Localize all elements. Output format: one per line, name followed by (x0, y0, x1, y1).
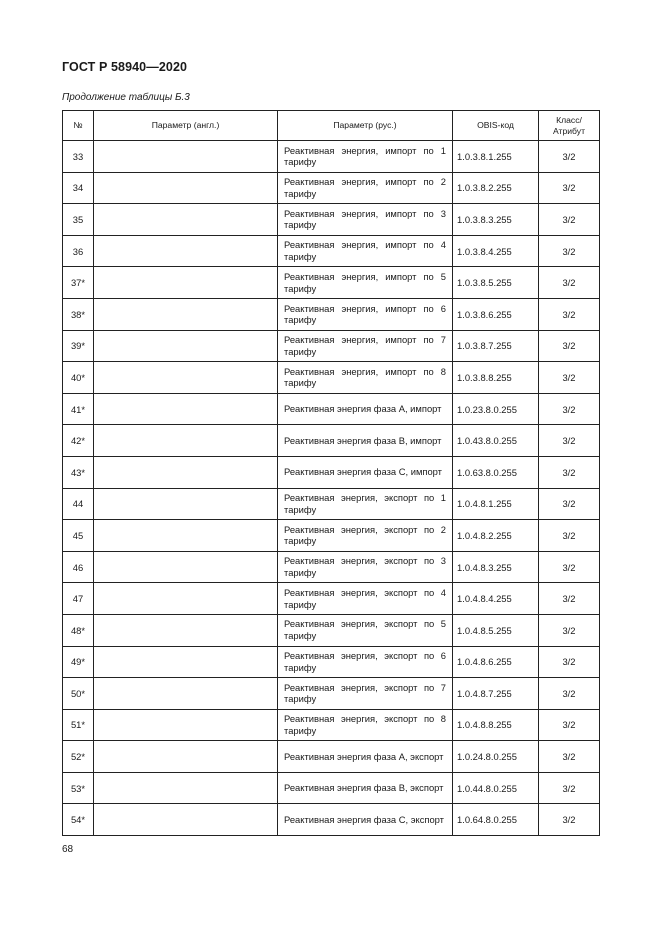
cell-param-ru: Реактивная энергия, импорт по 7 тарифу (278, 330, 453, 362)
cell-obis-code: 1.0.3.8.5.255 (453, 267, 539, 299)
table-row (63, 267, 600, 299)
cell-number: 33 (63, 141, 94, 173)
cell-class-attribute: 3/2 (539, 772, 600, 804)
table-row (63, 298, 600, 330)
cell-obis-code: 1.0.3.8.7.255 (453, 330, 539, 362)
cell-param-en (94, 646, 278, 678)
cell-param-en (94, 772, 278, 804)
cell-number: 53* (63, 772, 94, 804)
cell-class-attribute: 3/2 (539, 235, 600, 267)
cell-number: 41* (63, 393, 94, 425)
cell-number: 36 (63, 235, 94, 267)
cell-number: 44 (63, 488, 94, 520)
cell-param-en (94, 804, 278, 836)
cell-obis-code: 1.0.44.8.0.255 (453, 772, 539, 804)
cell-class-attribute: 3/2 (539, 298, 600, 330)
cell-number: 47 (63, 583, 94, 615)
cell-class-attribute: 3/2 (539, 456, 600, 488)
cell-param-ru: Реактивная энергия, импорт по 2 тарифу (278, 172, 453, 204)
cell-number: 45 (63, 520, 94, 552)
cell-param-en (94, 267, 278, 299)
cell-obis-code: 1.0.24.8.0.255 (453, 741, 539, 773)
cell-param-en (94, 204, 278, 236)
cell-obis-code: 1.0.4.8.6.255 (453, 646, 539, 678)
cell-obis-code: 1.0.4.8.4.255 (453, 583, 539, 615)
cell-class-attribute: 3/2 (539, 804, 600, 836)
cell-obis-code: 1.0.3.8.8.255 (453, 362, 539, 394)
cell-class-attribute: 3/2 (539, 551, 600, 583)
cell-param-ru: Реактивная энергия фаза С, импорт (278, 456, 453, 488)
cell-number: 34 (63, 172, 94, 204)
table-row (63, 709, 600, 741)
cell-param-ru: Реактивная энергия, импорт по 8 тарифу (278, 362, 453, 394)
cell-number: 35 (63, 204, 94, 236)
cell-class-attribute: 3/2 (539, 741, 600, 773)
cell-obis-code: 1.0.63.8.0.255 (453, 456, 539, 488)
cell-param-ru: Реактивная энергия фаза В, экспорт (278, 772, 453, 804)
header-param-en: Параметр (англ.) (94, 111, 278, 141)
cell-number: 43* (63, 456, 94, 488)
cell-number: 40* (63, 362, 94, 394)
cell-param-ru: Реактивная энергия фаза А, импорт (278, 393, 453, 425)
table-caption: Продолжение таблицы Б.3 (62, 92, 190, 103)
cell-param-en (94, 741, 278, 773)
cell-param-ru: Реактивная энергия, импорт по 5 тарифу (278, 267, 453, 299)
cell-param-ru: Реактивная энергия, экспорт по 8 тарифу (278, 709, 453, 741)
header-obis: OBIS-код (453, 111, 539, 141)
cell-class-attribute: 3/2 (539, 330, 600, 362)
cell-param-en (94, 551, 278, 583)
cell-param-en (94, 583, 278, 615)
cell-param-ru: Реактивная энергия фаза А, экспорт (278, 741, 453, 773)
cell-obis-code: 1.0.3.8.3.255 (453, 204, 539, 236)
cell-number: 49* (63, 646, 94, 678)
cell-param-en (94, 330, 278, 362)
cell-param-ru: Реактивная энергия, импорт по 4 тарифу (278, 235, 453, 267)
cell-number: 51* (63, 709, 94, 741)
cell-class-attribute: 3/2 (539, 583, 600, 615)
cell-param-ru: Реактивная энергия, экспорт по 3 тарифу (278, 551, 453, 583)
table-body (63, 141, 600, 836)
table-row (63, 393, 600, 425)
cell-param-ru: Реактивная энергия, экспорт по 4 тарифу (278, 583, 453, 615)
cell-obis-code: 1.0.4.8.3.255 (453, 551, 539, 583)
table-row (63, 488, 600, 520)
cell-param-en (94, 709, 278, 741)
cell-param-en (94, 678, 278, 710)
cell-param-en (94, 425, 278, 457)
cell-class-attribute: 3/2 (539, 141, 600, 173)
cell-param-en (94, 298, 278, 330)
cell-param-en (94, 141, 278, 173)
header-param-ru: Параметр (рус.) (278, 111, 453, 141)
cell-param-ru: Реактивная энергия, экспорт по 2 тарифу (278, 520, 453, 552)
cell-param-ru: Реактивная энергия, импорт по 6 тарифу (278, 298, 453, 330)
cell-class-attribute: 3/2 (539, 709, 600, 741)
cell-class-attribute: 3/2 (539, 678, 600, 710)
cell-param-en (94, 520, 278, 552)
table-row (63, 330, 600, 362)
cell-class-attribute: 3/2 (539, 172, 600, 204)
cell-param-ru: Реактивная энергия, экспорт по 1 тарифу (278, 488, 453, 520)
cell-obis-code: 1.0.4.8.7.255 (453, 678, 539, 710)
cell-class-attribute: 3/2 (539, 614, 600, 646)
table-row (63, 804, 600, 836)
cell-param-en (94, 393, 278, 425)
table-row (63, 646, 600, 678)
parameters-table (62, 110, 600, 836)
table-row (63, 172, 600, 204)
header-class-line2: Атрибут (552, 125, 586, 136)
cell-obis-code: 1.0.3.8.2.255 (453, 172, 539, 204)
cell-obis-code: 1.0.4.8.8.255 (453, 709, 539, 741)
table-row (63, 741, 600, 773)
table-row (63, 520, 600, 552)
cell-class-attribute: 3/2 (539, 393, 600, 425)
cell-param-ru: Реактивная энергия, экспорт по 5 тарифу (278, 614, 453, 646)
table-row (63, 614, 600, 646)
cell-class-attribute: 3/2 (539, 362, 600, 394)
cell-param-ru: Реактивная энергия, импорт по 1 тарифу (278, 141, 453, 173)
cell-number: 54* (63, 804, 94, 836)
cell-obis-code: 1.0.3.8.4.255 (453, 235, 539, 267)
cell-param-en (94, 614, 278, 646)
table-row (63, 362, 600, 394)
cell-class-attribute: 3/2 (539, 520, 600, 552)
document-title: ГОСТ Р 58940—2020 (62, 60, 188, 74)
cell-obis-code: 1.0.4.8.2.255 (453, 520, 539, 552)
table-row (63, 204, 600, 236)
cell-number: 42* (63, 425, 94, 457)
cell-param-ru: Реактивная энергия фаза С, экспорт (278, 804, 453, 836)
cell-number: 52* (63, 741, 94, 773)
cell-obis-code: 1.0.64.8.0.255 (453, 804, 539, 836)
cell-class-attribute: 3/2 (539, 425, 600, 457)
table-row (63, 678, 600, 710)
cell-class-attribute: 3/2 (539, 267, 600, 299)
page-number: 68 (62, 844, 74, 855)
cell-number: 39* (63, 330, 94, 362)
cell-class-attribute: 3/2 (539, 204, 600, 236)
cell-obis-code: 1.0.43.8.0.255 (453, 425, 539, 457)
table-header-row (63, 111, 600, 141)
header-class-line1: Класс/ (556, 115, 582, 126)
cell-number: 46 (63, 551, 94, 583)
cell-number: 38* (63, 298, 94, 330)
cell-obis-code: 1.0.23.8.0.255 (453, 393, 539, 425)
table-row (63, 235, 600, 267)
cell-number: 50* (63, 678, 94, 710)
table-row (63, 456, 600, 488)
cell-obis-code: 1.0.3.8.1.255 (453, 141, 539, 173)
table-row (63, 772, 600, 804)
cell-param-ru: Реактивная энергия фаза В, импорт (278, 425, 453, 457)
table-row (63, 425, 600, 457)
cell-param-en (94, 362, 278, 394)
cell-class-attribute: 3/2 (539, 488, 600, 520)
table-row (63, 583, 600, 615)
cell-param-ru: Реактивная энергия, экспорт по 7 тарифу (278, 678, 453, 710)
cell-param-en (94, 235, 278, 267)
cell-number: 48* (63, 614, 94, 646)
header-num: № (63, 111, 94, 141)
table-row (63, 551, 600, 583)
cell-param-en (94, 456, 278, 488)
cell-obis-code: 1.0.4.8.1.255 (453, 488, 539, 520)
cell-obis-code: 1.0.4.8.5.255 (453, 614, 539, 646)
cell-param-en (94, 488, 278, 520)
cell-param-ru: Реактивная энергия, экспорт по 6 тарифу (278, 646, 453, 678)
cell-param-ru: Реактивная энергия, импорт по 3 тарифу (278, 204, 453, 236)
cell-obis-code: 1.0.3.8.6.255 (453, 298, 539, 330)
cell-number: 37* (63, 267, 94, 299)
cell-param-en (94, 172, 278, 204)
table-row (63, 141, 600, 173)
header-class-attribute (539, 111, 600, 141)
cell-class-attribute: 3/2 (539, 646, 600, 678)
